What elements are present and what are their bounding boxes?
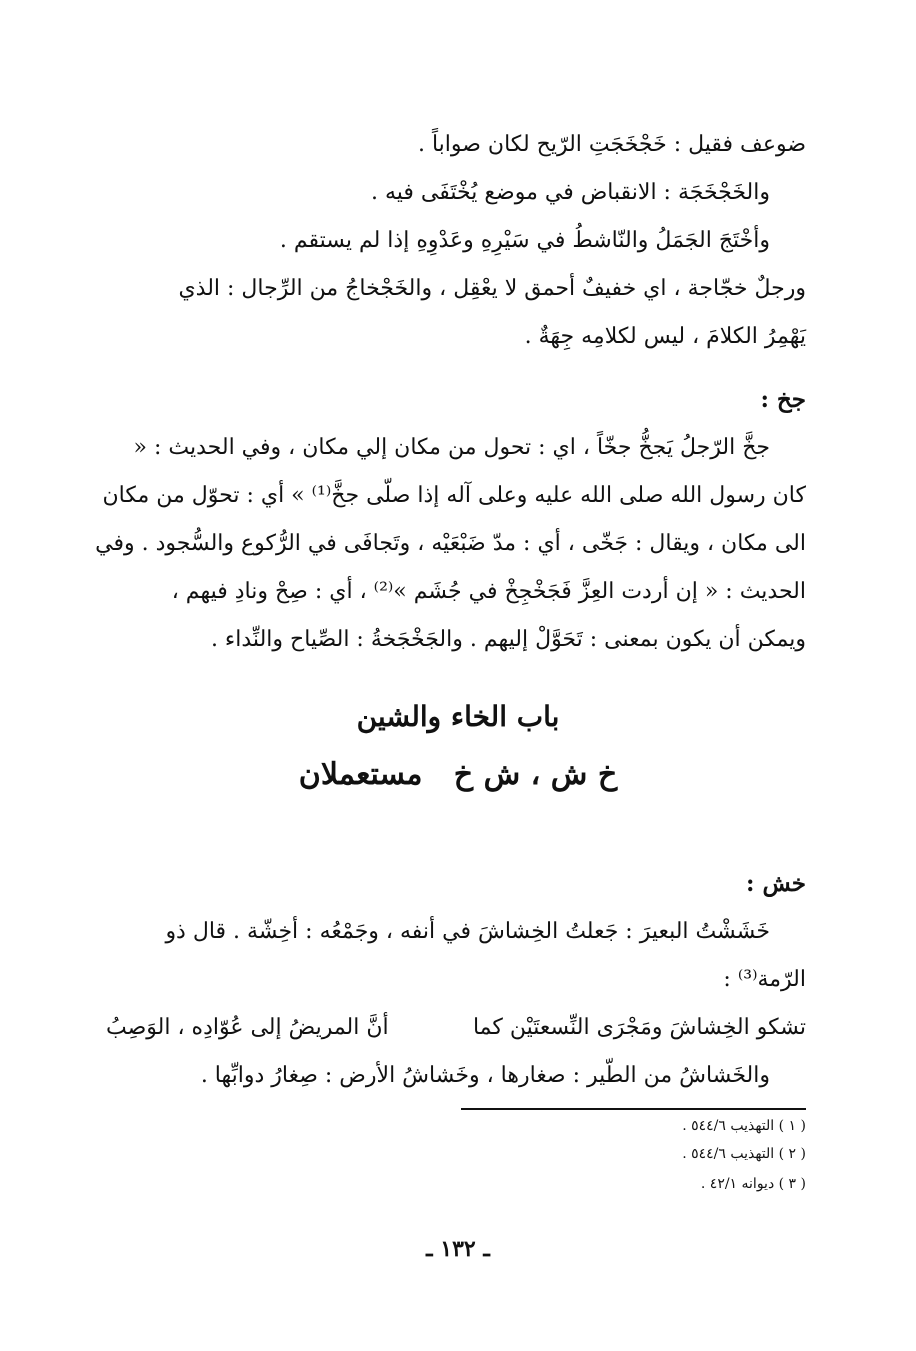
text-line: ويمكن أن يكون بمعنى : تَحَوَّلْ إليهم . والجَخْجَخةُ : الصِّياح والنِّداء . bbox=[210, 627, 806, 652]
footnote: ( ٢ ) التهذيب ٥٤٤/٦ . bbox=[682, 1146, 806, 1162]
entry-khj-continuation bbox=[106, 121, 806, 361]
footnote-divider bbox=[461, 1108, 806, 1110]
text-line: وأخْتَجَ الجَمَلُ والنّاشطُ في سَيْرِهِ وعَدْوِهِ إذا لم يستقم . bbox=[279, 228, 770, 253]
text-line: جخَّ الرّجلُ يَجخُّ جخّاً ، اي : تحول من مكان إلي مكان ، وفي الحديث : « bbox=[133, 435, 770, 460]
text-line: يَهْمِرُ الكلامَ ، ليس لكلامِه جِهَةٌ . bbox=[524, 324, 806, 349]
text-line: الرّمة⁽³⁾ : bbox=[723, 967, 806, 992]
text-line: والخَشاشُ من الطّير : صغارها ، وخَشاشُ الأرض : صِغارُ دوابِّها . bbox=[200, 1063, 770, 1088]
entry-jkh bbox=[95, 376, 806, 664]
text-line: كان رسول الله صلى الله عليه وعلى آله إذا صلّى جخَّ⁽¹⁾ » أي : تحوّل من مكان bbox=[102, 483, 806, 508]
page-number: ـ ١٣٢ ـ bbox=[426, 1236, 490, 1262]
text-line: ضوعف فقيل : خَجْخَجَتِ الرّيح لكان صواباً . bbox=[417, 132, 806, 157]
text-line: الحديث : « إن أردت العِزَّ فَجَخْجِخْ في جُشَم »⁽²⁾ ، أي : صِحْ ونادِ فيهم ، bbox=[171, 579, 806, 604]
text-line: خَشَشْتُ البعيرَ : جَعلتُ الخِشاشَ في أنفه ، وجَمْعُه : أخِشّة . قال ذو bbox=[165, 919, 770, 944]
text-line: الى مكان ، ويقال : جَخّى ، أي : مدّ ضَبْعَيْه ، وتَجافَى في الرُّكوع والسُّجود . وفي bbox=[95, 531, 806, 556]
verse-first-hemistich: تشكو الخِشاشَ ومَجْرَى النِّسعتَيْن كما bbox=[472, 1015, 806, 1040]
text-line: ورجلٌ خجّاجة ، اي خفيفٌ أحمق لا يعْقِل ، والخَجْخاجُ من الرِّجال : الذي bbox=[178, 276, 806, 301]
entry-khsh bbox=[106, 860, 806, 1100]
entry-heading: خش : bbox=[745, 870, 806, 897]
chapter-subtitle: خ ش ، ش خ مستعملان bbox=[298, 757, 618, 792]
footnote: ( ١ ) التهذيب ٥٤٤/٦ . bbox=[682, 1118, 806, 1134]
text-line: والخَجْخَجَة : الانقباض في موضع يُخْتَفَى فيه . bbox=[370, 180, 770, 205]
entry-heading: جخ : bbox=[760, 386, 806, 413]
poetry-verse bbox=[106, 1004, 806, 1052]
chapter-title: باب الخاء والشين bbox=[356, 700, 560, 733]
footnote: ( ٣ ) ديوانه ٤٢/١ . bbox=[700, 1176, 806, 1192]
verse-second-hemistich: أنَّ المريضُ إلى عُوّادِه ، الوَصِبُ bbox=[106, 1015, 389, 1040]
